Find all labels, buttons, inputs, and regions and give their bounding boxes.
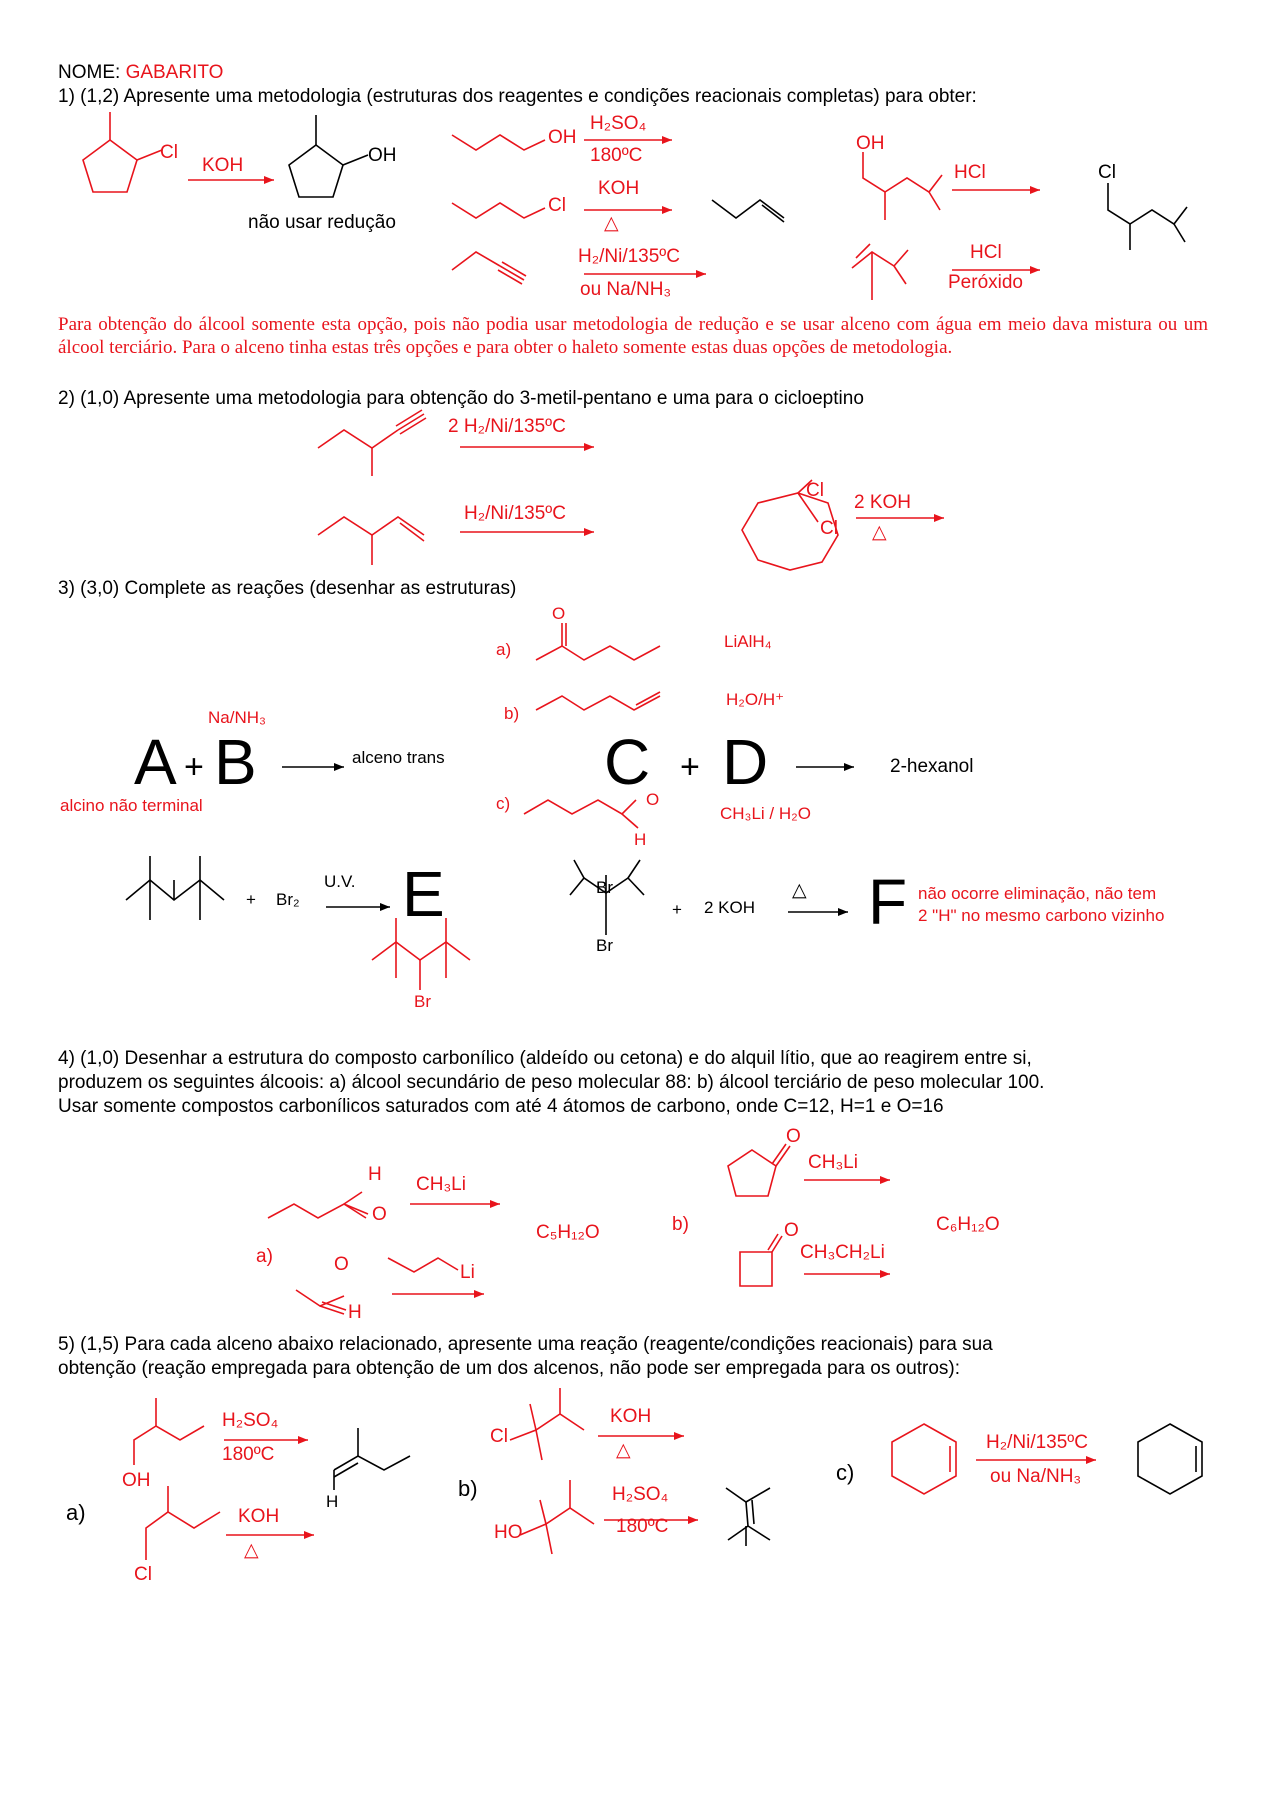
q2-label-heat: △ [872, 522, 887, 543]
q4-ch3ch2li: CH₃CH₂Li [800, 1242, 885, 1263]
q1-no-reduction: não usar redução [248, 212, 396, 233]
q1-label-hcl2: HCl [970, 242, 1002, 263]
q5-temp-b: 180ºC [616, 1516, 669, 1537]
q5-a-alkene [334, 1428, 410, 1490]
q3-o-a: O [552, 604, 566, 623]
q5-a-chloride [146, 1486, 220, 1560]
q3-label-c: C [604, 726, 651, 798]
q2-label-cl-a: Cl [806, 480, 824, 501]
q3-br-top: Br [596, 878, 613, 897]
q5-heat: △ [244, 1540, 259, 1561]
q4-c5h12o: C₅H₁₂O [536, 1222, 600, 1243]
q5-b-alkene [726, 1488, 770, 1546]
q4-prompt-3: Usar somente compostos carbonílicos saturados com até 4 átomos de carbono, onde C=12, H=1 e O=16 [58, 1096, 944, 1117]
q5-opt-a: a) [66, 1500, 86, 1525]
q3-koh: 2 KOH [704, 898, 756, 917]
q2-methylpentyne [318, 410, 426, 476]
q4-o-4: O [784, 1220, 799, 1241]
q1-label-heat: △ [604, 213, 619, 234]
q3-plus-2: + [680, 748, 700, 786]
q1-label-h2ni: H₂/Ni/135ºC [578, 246, 680, 267]
q5-opt-b: b) [458, 1476, 478, 1501]
q3-br-e: Br [414, 992, 431, 1011]
q1-label-180: 180ºC [590, 145, 643, 166]
q5-ho-b: HO [494, 1522, 523, 1543]
q3-label-nanh3: Na/NH₃ [208, 708, 266, 727]
q3-hexanol: 2-hexanol [890, 756, 974, 777]
q4-o-1: O [372, 1204, 387, 1225]
q5-h2so4-b: H₂SO₄ [612, 1484, 669, 1505]
q1-but-1-ene [712, 200, 784, 222]
q3-br-bot: Br [596, 936, 613, 955]
q1-label-nanh3: ou Na/NH₃ [580, 279, 672, 300]
q1-label-oh: OH [368, 145, 397, 166]
q1-answer-note: Para obtenção do álcool somente esta opção, pois não podia usar metodologia de redução e se usar alceno com água em meio dava mistura ou um álcool terciário. Para o alceno tinha estas três opções e para obter o haleto somente estas duas opções de metodologia. [58, 314, 1208, 358]
q1-label-h2so4: H₂SO₄ [590, 113, 647, 134]
q4-butanal [268, 1192, 368, 1218]
q3-pentanal [524, 800, 638, 828]
q4-o-3: O [786, 1126, 801, 1147]
q4-opt-b: b) [672, 1214, 689, 1235]
q1-label-koh: KOH [202, 155, 244, 176]
q1-label-peroxide: Peróxido [948, 272, 1023, 293]
q3-f-note-2: 2 "H" no mesmo carbono vizinho [918, 906, 1165, 925]
q3-heat: △ [792, 880, 807, 901]
q4-propyllithium [388, 1258, 458, 1272]
q1-label-koh2: KOH [598, 178, 640, 199]
q5-h2ni: H₂/Ni/135ºC [986, 1432, 1088, 1453]
q4-h-2: H [348, 1302, 362, 1323]
q2-label-cl-b: Cl [820, 518, 838, 539]
name-value: GABARITO [125, 62, 224, 83]
q1-chloride-product [1108, 183, 1187, 250]
q4-prompt-1: 4) (1,0) Desenhar a estrutura do composto carbonílico (aldeído ou cetona) e do alquil lítio, que ao reagirem entre si, [58, 1048, 1032, 1069]
q1-alkene-branched [852, 244, 908, 300]
q5-cl-b: Cl [490, 1426, 508, 1447]
q4-cyclopentanone [728, 1144, 790, 1196]
q3-prompt: 3) (3,0) Complete as reações (desenhar as estruturas) [58, 578, 517, 599]
q1-cyclopentanol [289, 115, 368, 197]
name-label: NOME: [58, 62, 121, 83]
q1-label-oh3: OH [856, 133, 885, 154]
q1-alcohol-branched [863, 152, 942, 220]
q4-opt-a: a) [256, 1246, 273, 1267]
q3-opt-b: b) [504, 704, 520, 723]
q5-temp: 180ºC [222, 1444, 275, 1465]
q3-o-c: O [646, 790, 660, 809]
q5-opt-c: c) [836, 1460, 855, 1485]
q3-opt-a: a) [496, 640, 512, 659]
q3-br2: Br₂ [276, 890, 300, 909]
q1-chlorobutane [452, 203, 545, 218]
q3-opt-c: c) [496, 794, 511, 813]
q1-chlorocyclopentane [83, 112, 162, 192]
q3-label-b: B [214, 726, 257, 798]
q3-plus-1: + [184, 748, 204, 786]
q2-label-koh: 2 KOH [854, 492, 912, 513]
q3-hex-1-ene [536, 692, 660, 710]
q3-plus-4: + [672, 900, 682, 919]
q3-lialh4: LiAlH₄ [724, 632, 772, 651]
q3-h-c: H [634, 830, 647, 849]
q5-c-cycloalkyne [892, 1424, 956, 1494]
q5-cl: Cl [134, 1564, 152, 1585]
q4-ch3li-b: CH₃Li [808, 1152, 858, 1173]
q1-label-cl: Cl [160, 142, 178, 163]
q4-acetaldehyde [296, 1290, 346, 1314]
q3-uv: U.V. [324, 872, 356, 891]
q4-li: Li [460, 1262, 475, 1283]
q2-label-h2: H₂/Ni/135ºC [464, 503, 566, 524]
q5-h2so4: H₂SO₄ [222, 1410, 279, 1431]
q2-prompt: 2) (1,0) Apresente uma metodologia para obtenção do 3-metil-pentano e uma para o cicloeptino [58, 388, 864, 409]
q1-prompt: 1) (1,2) Apresente uma metodologia (estruturas dos reagentes e condições reacionais completas) para obter: [58, 86, 977, 107]
q1-label-hcl: HCl [954, 162, 986, 183]
q5-koh-b: KOH [610, 1406, 652, 1427]
q1-label-cl-product: Cl [1098, 162, 1116, 183]
q2-methylpentene [318, 517, 424, 565]
q4-ch3li: CH₃Li [416, 1174, 466, 1195]
q3-f-note-1: não ocorre eliminação, não tem [918, 884, 1157, 903]
q1-label-oh2: OH [548, 127, 577, 148]
q5-prompt-1: 5) (1,5) Para cada alceno abaixo relacionado, apresente uma reação (reagente/condições reacionais) para sua [58, 1334, 993, 1355]
q3-alcino: alcino não terminal [60, 796, 203, 815]
q3-hexan-2-one [536, 623, 660, 660]
q3-ch3li-h2o: CH₃Li / H₂O [720, 804, 811, 823]
q5-b-chloride [510, 1388, 584, 1460]
q5-koh: KOH [238, 1506, 280, 1527]
q2-label-2h2: 2 H₂/Ni/135ºC [448, 416, 566, 437]
q3-alceno-trans: alceno trans [352, 748, 445, 767]
q4-c6h12o: C₆H₁₂O [936, 1214, 1000, 1235]
q1-label-cl2: Cl [548, 195, 566, 216]
q1-butyne [452, 252, 526, 284]
q5-heat-b: △ [616, 1440, 631, 1461]
q3-label-a: A [134, 726, 177, 798]
q4-cyclobutanone [740, 1234, 782, 1286]
q5-oh: OH [122, 1470, 151, 1491]
q5-nanh3: ou Na/NH₃ [990, 1466, 1082, 1487]
q5-h: H [326, 1492, 339, 1511]
q3-plus-3: + [246, 890, 256, 909]
q1-butanol [452, 135, 545, 150]
q3-label-e: E [402, 858, 445, 930]
q3-alkane-e-reactant [126, 856, 224, 920]
q5-a-alcohol [134, 1398, 204, 1465]
q3-h2o-h: H₂O/H⁺ [726, 690, 785, 709]
q5-b-alcohol [520, 1480, 594, 1554]
q4-o-2: O [334, 1254, 349, 1275]
q5-c-cyclohexene [1138, 1424, 1202, 1494]
q4-h-1: H [368, 1164, 382, 1185]
q4-prompt-2: produzem os seguintes álcoois: a) álcool secundário de peso molecular 88: b) álcool terciário de peso molecular 100. [58, 1072, 1045, 1093]
q3-label-f: F [868, 866, 908, 938]
q5-prompt-2: obtenção (reação empregada para obtenção de um dos alcenos, não pode ser empregada para os outros): [58, 1358, 961, 1379]
name-line [58, 62, 223, 84]
q3-label-d: D [722, 726, 769, 798]
